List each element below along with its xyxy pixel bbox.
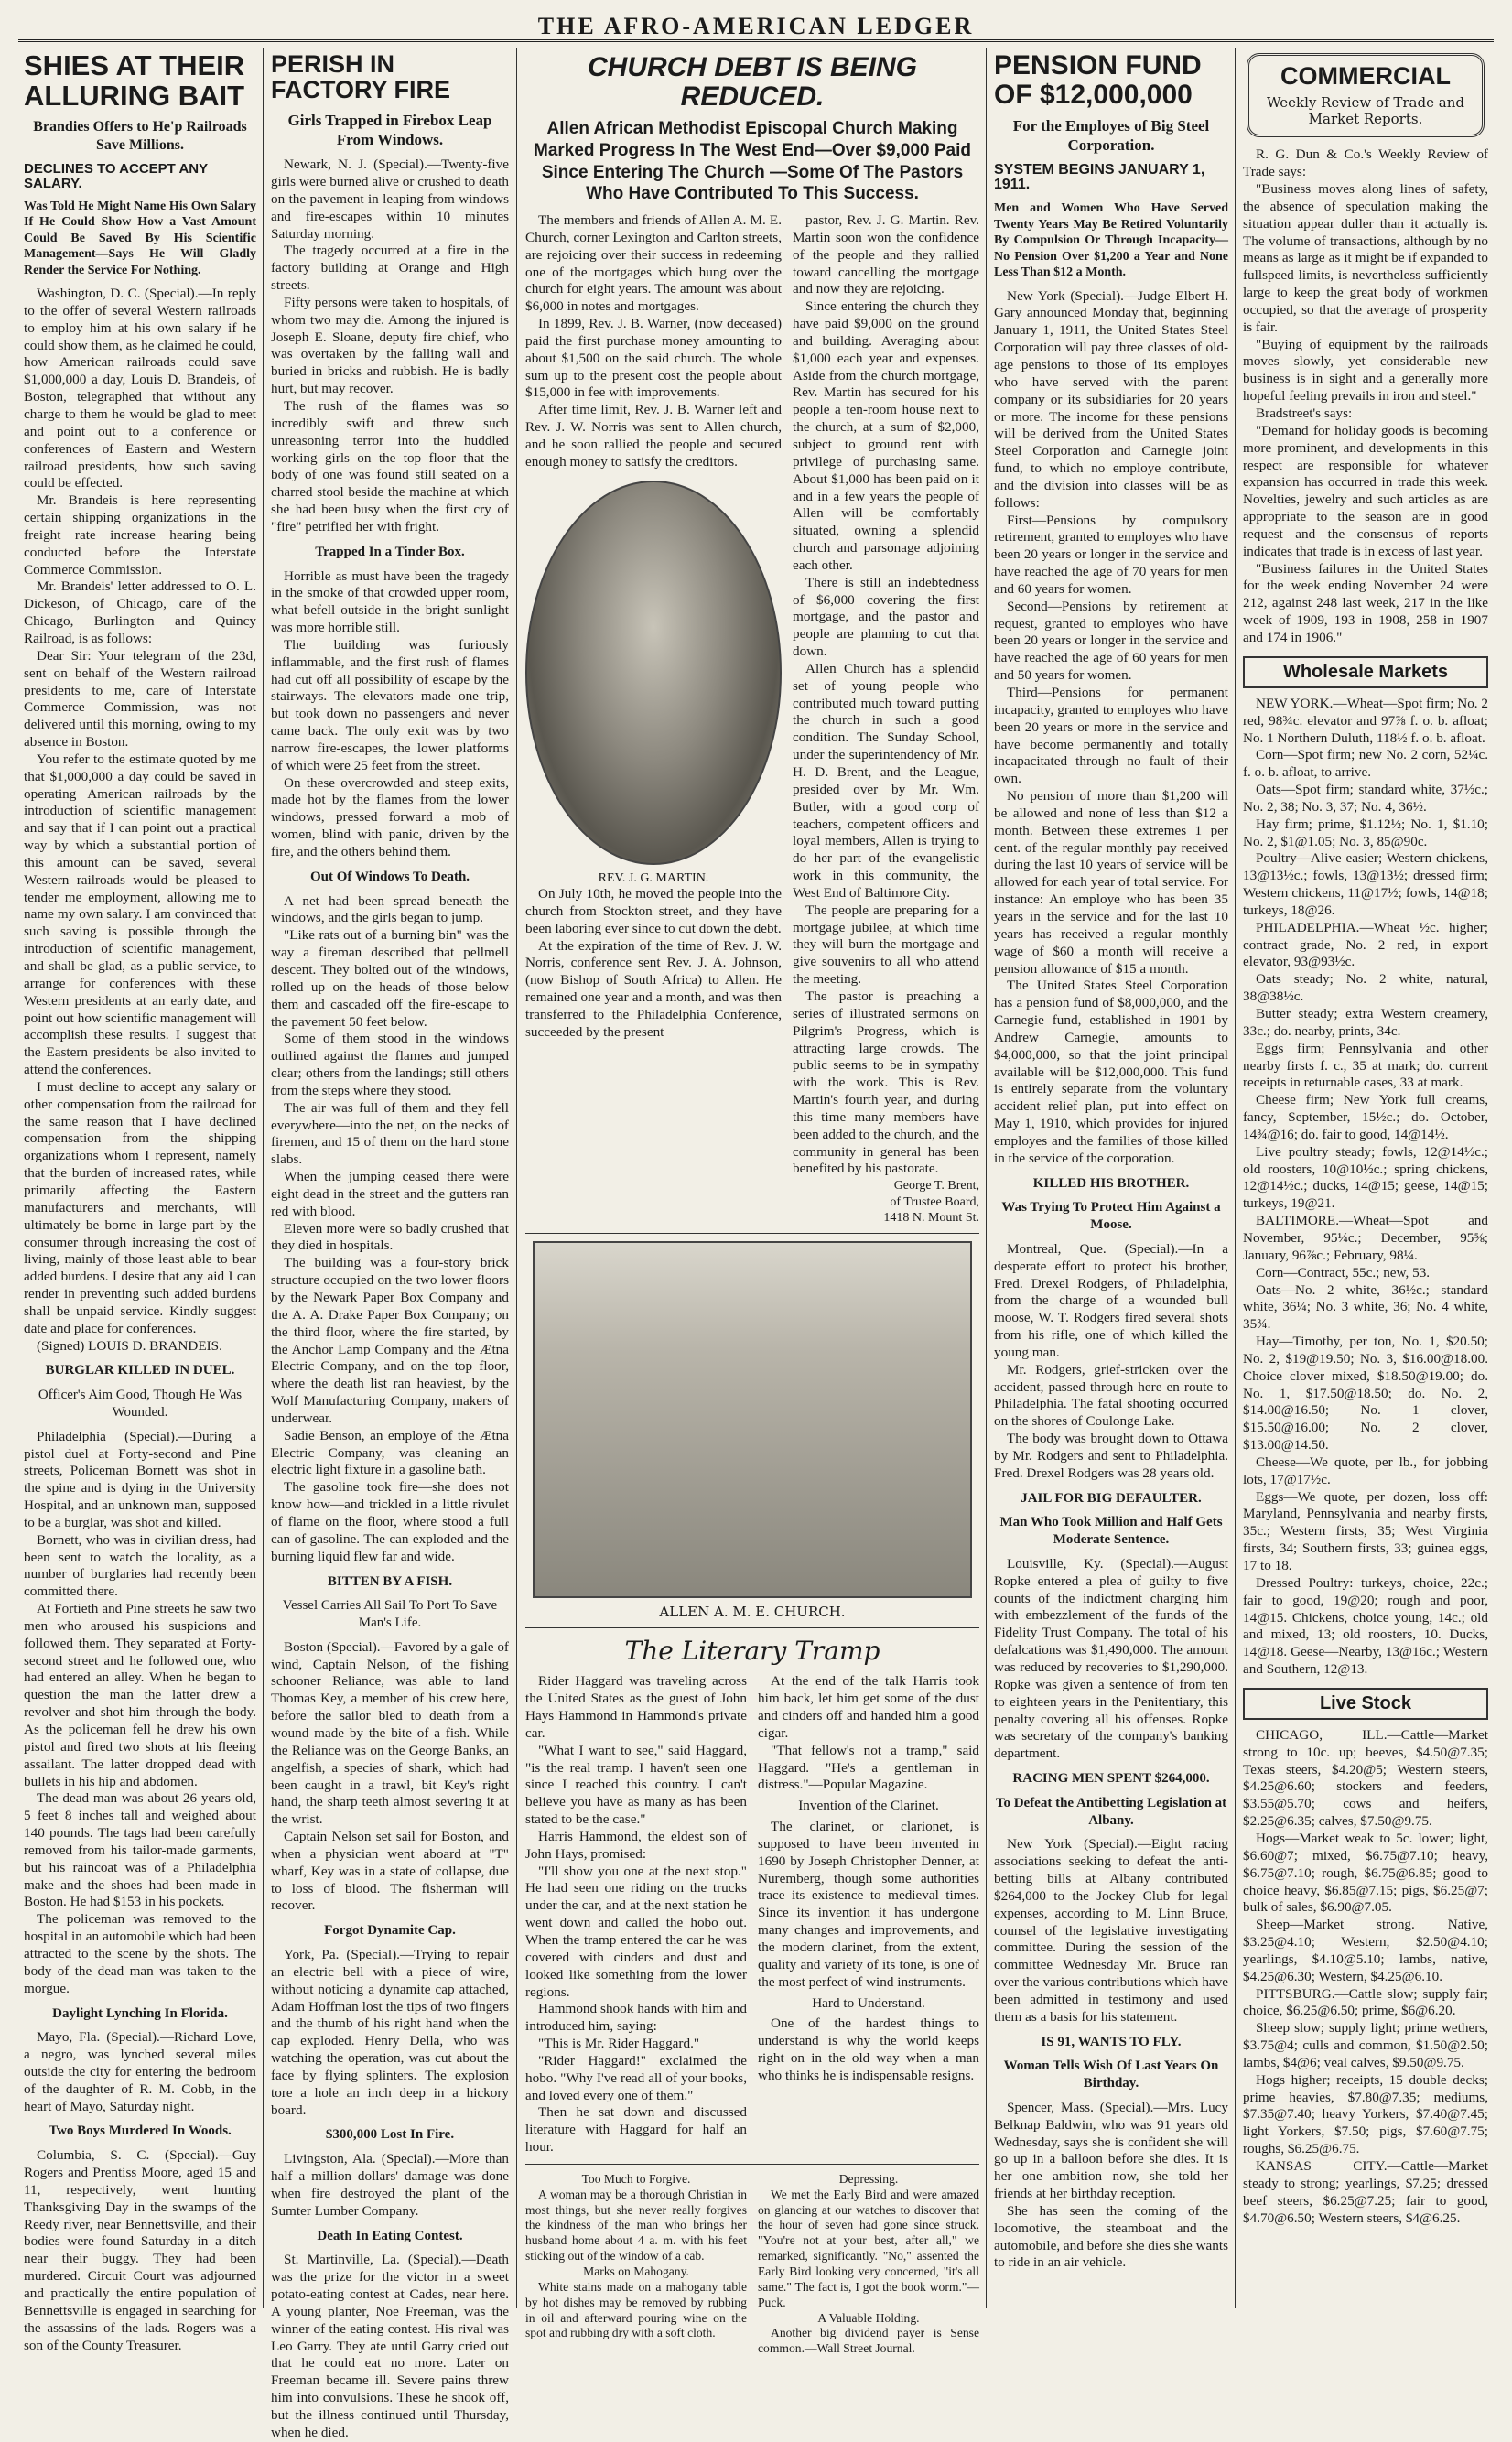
paragraph: Mr. Brandeis' letter addressed to O. L. Dickeson, of Chicago, care of the Chicago, Burlington and Quincy Railroad, is as follows:	[24, 578, 256, 646]
section-title: The Literary Tramp	[624, 1636, 880, 1667]
paragraph: First—Pensions by compulsory retirement, granted to employes who have been 20 years or longer in the service and have reached the age of 70 years for men and 60 years for women.	[994, 512, 1228, 597]
market-item: KANSAS CITY.—Cattle—Market steady to strong; yearlings, $7.25; dressed beef steers, $6.25@7.25; fair to good, $4.70@6.50; Western steers, $4@6.25.	[1243, 2158, 1488, 2226]
headline: SHIES AT THEIR ALLURING BAIT	[24, 49, 245, 112]
article-columns	[525, 1673, 979, 2156]
paragraph: pastor, Rev. J. G. Martin. Rev. Martin soon won the confidence of the people and they rallied toward cancelling the mortgage and now they are rejoicing.	[793, 212, 979, 297]
paragraph: Columbia, S. C. (Special).—Guy Rogers and Prentiss Moore, aged 15 and 11, respectively, went hunting Thanksgiving Day in the swamps of the Reedy river, near Bennettsville, and their bodies were found Saturday in a ditch near their buggy. They had been murdered. Circuit Court was adjourned and practically the entire population of Bennettsville is engaged in searching for the assassins of the lads. Rogers was a son of the County Treasurer.	[24, 2147, 256, 2353]
masthead	[18, 13, 1494, 42]
portrait-photo	[525, 481, 782, 865]
deck-head: SYSTEM BEGINS JANUARY 1, 1911.	[994, 161, 1205, 193]
article-body	[994, 1836, 1228, 2026]
deck-summary: Was Told He Might Name His Own Salary If He Could Show How a Vast Amount Could Be Saved By His Scientific Management—Says He Will Gladly Render the Service For Nothing.	[24, 199, 256, 277]
paragraph: Bradstreet's says:	[1256, 405, 1353, 421]
paragraph: The members and friends of Allen A. M. E. Church, corner Lexington and Carlton streets, are rejoicing over their success in redeeming one of the mortgages which hung over the church for eight years. The amount was about $6,000 in notes and mortgages.	[525, 212, 782, 315]
paragraph: The tragedy occurred at a fire in the factory building at Orange and High streets.	[271, 243, 509, 294]
article-body	[525, 212, 782, 1226]
paragraph: The building was a four-story brick structure occupied on the two lower floors by the Newark Paper Box Company and the A. A. Drake Paper Box Company; on the third floor, where the fire started, by the Anchor Lamp Company and the Ætna Electric Company, and on the top floor, where the death list ran heaviest, by the Wolf Manufacturing Company, makers of underwear.	[271, 1255, 509, 1426]
deck-summary: Allen African Methodist Episcopal Church Making Marked Progress In The West End—Over $9,000 Paid Since Entering The Church —Some Of The Pastors Who Have Contributed To This Success.	[534, 119, 971, 204]
signature	[793, 1178, 979, 1226]
column-2	[265, 48, 514, 2440]
paragraph: The air was full of them and they fell everywhere—into the net, on the necks of firemen, and 15 of them on the hard stone slabs.	[271, 1099, 509, 1168]
paragraph: "This is Mr. Rider Haggard."	[538, 2036, 700, 2052]
paragraph: The clarinet, or clarionet, is supposed to have been invented in 1690 by Joseph Christopher Denner, at Nuremberg, though some authorities trace its existence to medieval times. Since its invention it has undergone many changes and improvements, and the modern clarinet, from the extent, quality and variety of its tone, is one of the most perfect of wind instruments.	[758, 1819, 979, 1990]
subheadline: Brandies Offers to He'p Railroads Save Millions.	[33, 119, 247, 154]
paragraph: Spencer, Mass. (Special).—Mrs. Lucy Belknap Baldwin, who was 91 years old Wednesday, says she is confident she will go up in a balloon before she dies. It is her one ambition now, she told her friends at her birthday reception.	[994, 2099, 1228, 2202]
paragraph: York, Pa. (Special).—Trying to repair an electric bell with a piece of wire, without noticing a dynamite cap attached, Adam Hoffman lost the tips of two fingers and the thumb of his right hand when the cap exploded. Henry Della, who was watching the operation, was cut about the face by flying splinters. The explosion tore a hole an inch deep in a hickory board.	[271, 1947, 509, 2118]
paragraph: The people are preparing for a mortgage jubilee, at which time they will burn the mortgage and give souvenirs to all who attend the meeting.	[793, 902, 979, 988]
market-item: Hay—Timothy, per ton, No. 1, $20.50; No. 2, $19@19.50; No. 3, $16.00@18.00. Choice clover mixed, $18.50@19.00; do. No. 1, $17.50@18.50; do. No. 2, $14.00@16.50; No. 1 clover, $15.50@16.00; No. 2 clover, $13.00@14.50.	[1243, 1334, 1488, 1453]
market-item: Oats—No. 2 white, 36½c.; standard white, 36¼; No. 3 white, 36; No. 4 white, 35¾.	[1243, 1281, 1488, 1333]
paragraph: Dear Sir: Your telegram of the 23d, sent on behalf of the Western railroad presidents to me, care of Interstate Commerce Commission, was not delivered until this morning, owing to my absence in Boston.	[24, 647, 256, 751]
article-body	[271, 1639, 509, 2442]
paragraph: "Buying of equipment by the railroads moves slowly, yet considerable new business is in sight and a generally more hopeful feeling prevails in iron and steel."	[1243, 336, 1488, 405]
church-photo	[533, 1241, 972, 1598]
box-title: COMMERCIAL	[1280, 62, 1451, 90]
paragraph: Hammond shook hands with him and introduced him, saying:	[525, 2001, 747, 2035]
paragraph: The United States Steel Corporation has a pension fund of $8,000,000, and the Carnegie fund, established in 1901 by Andrew Carnegie, amounts to $4,000,000, so that the joint principal available will be $12,000,000. This fund is entirely separate from the voluntary accident relief plan, put into effect on May 1, 1910, which provides for injured employes and the families of those killed in the service of the corporation.	[994, 978, 1228, 1166]
section-head: Trapped In a Tinder Box.	[315, 544, 465, 559]
market-item: Cheese—We quote, per lb., for jobbing lots, 17@17½c.	[1243, 1453, 1488, 1487]
market-item: Eggs firm; Pennsylvania and other nearby firsts f. c., 35 at mark; do. current receipts in returnable cases, 33 at mark.	[1243, 1040, 1488, 1091]
paragraph: "That fellow's not a tramp," said Haggard. "He's a gentleman in distress."—Popular Magazine.	[758, 1742, 979, 1793]
section-head: $300,000 Lost In Fire.	[325, 2127, 455, 2143]
paragraph: Livingston, Ala. (Special).—More than half a million dollars' damage was done when fire destroyed the plant of the Sumter Lumber Company.	[271, 2151, 509, 2219]
paragraph: Since entering the church they have paid $9,000 on the ground and building. Averaging about $1,000 each year and expenses. Aside from the church mortgage, Rev. Martin has secured for his people a ten-room house next to the church, at a sum of $2,000, subject to ground rent with privilege of purchasing same. About $1,000 has been paid on it and in a few years the people of Allen will be comfortably situated, owning a splendid church and parsonage adjoining each other.	[793, 298, 979, 573]
paragraph: Newark, N. J. (Special).—Twenty-five girls were burned alive or crushed to death on the pavement in leaping from windows and fire-escapes within 10 minutes Saturday morning.	[271, 157, 509, 242]
paragraph: Mayo, Fla. (Special).—Richard Love, a negro, was lynched several miles outside the city for entering the bedroom of the daughter of R. M. Cobb, in the heart of Mayo, Saturday night.	[24, 2029, 256, 2114]
paragraph: Then he sat down and discussed literature with Haggard for half an hour.	[525, 2104, 747, 2156]
paragraph: Montreal, Que. (Special).—In a desperate effort to protect his brother, Fred. Drexel Rodgers, of Philadelphia, from the charge of a wounded bull moose, W. T. Rodgers fired several shots from his rifle, one of which killed the young man.	[994, 1240, 1228, 1360]
article-body	[525, 2172, 747, 2357]
paragraph: "Demand for holiday goods is becoming more prominent, and developments in this respect are responsible for whatever expansion has occurred in trade this week. Novelties, jewelry and such articles as are appropriate to the season are in good request and the consensus of reports indicates that trade is in excess of last year.	[1243, 422, 1488, 559]
paragraph: Second—Pensions by retirement at request, granted to employes who have been 20 years or longer in the service and have reached the age of 60 years for men and 50 years for women.	[994, 598, 1228, 684]
subheadline: Was Trying To Protect Him Against a Moose.	[1001, 1200, 1221, 1233]
paragraph: Rider Haggard was traveling across the United States as the guest of John Hays Hammond in Hammond's private car.	[525, 1673, 747, 1741]
market-report	[1243, 696, 1488, 1679]
paragraph: On these overcrowded and steep exits, made hot by the flames from the lower windows, pressed forward a mob of women, blind with panic, driven by the fire, and the others behind them.	[271, 774, 509, 859]
section-head: Forgot Dynamite Cap.	[324, 1923, 456, 1939]
column-rule	[516, 48, 517, 2308]
article-body	[793, 212, 979, 1226]
market-item: Live poultry steady; fowls, 12@14½c.; old roosters, 10@10½c.; spring chickens, 12@14½c.; ducks, 14@15; geese, 14@15; turkeys, 19@21.	[1243, 1143, 1488, 1212]
section-head: A Valuable Holding.	[817, 2310, 920, 2325]
deck-head: DECLINES TO ACCEPT ANY SALARY.	[24, 161, 208, 191]
paragraph: In 1899, Rev. J. B. Warner, (now deceased) paid the first purchase money amounting to about $1,500 on the said church. The whole sum up to the present cost the people about $15,000 in fee with improvements.	[525, 316, 782, 401]
paragraph: She has seen the coming of the locomotive, the steamboat and the automobile, and before she dies she wants to ride in an air vehicle.	[994, 2202, 1229, 2271]
paragraph: The gasoline took fire—she does not know how—and trickled in a little rivulet of flame on the floor, where stood a full can of gasoline. The can exploded and the burning liquid flew far and wide.	[271, 1479, 509, 1564]
market-item: Eggs—We quote, per dozen, loss off: Maryland, Pennsylvania and nearby firsts, 35c.; Western firsts, 35; West Virginia firsts, 34; Southern firsts, 33; guinea eggs, 17 to 18.	[1243, 1488, 1488, 1573]
section-header: Wholesale Markets	[1243, 656, 1488, 688]
paragraph: On July 10th, he moved the people into the church from Stockton street, and they have been laboring ever since to cut down the debt.	[525, 886, 782, 936]
article-body	[1243, 146, 1488, 646]
market-item: Cheese firm; New York full creams, fancy, September, 15½c.; do. October, 14¾@16; do. fair to good, 14@14½.	[1243, 1092, 1488, 1142]
paragraph: New York (Special).—Judge Elbert H. Gary announced Monday that, beginning January 1, 1911, the United States Steel Corporation will pay three classes of old-age pensions to those of its employes who have served with the parent company or its subsidiaries for 20 years or more. The income for these pensions will be derived from the United States Steel Corporation and Carnegie joint fund, to which no employe contribute, and the division into classes will be as follows:	[994, 287, 1228, 511]
paragraph: "Business moves along lines of safety, the absence of speculation making the situation appear duller than it actually is. The volume of transactions, although by no means as large as it might be if expanded to fullspeed limits, is nevertheless sufficiently large to keep the great body of workmen occupied, so that the average of prosperity is fair.	[1243, 181, 1488, 335]
headline: PERISH IN FACTORY FIRE	[271, 50, 451, 104]
deck-summary: Men and Women Who Have Served Twenty Years May Be Retired Voluntarily By Compulsion Or Through Incapacity—No Pension Over $1,200 a Year and None Less Than $12 a Month.	[994, 201, 1228, 280]
market-item: Butter steady; extra Western creamery, 33c.; do. nearby, prints, 34c.	[1243, 1006, 1488, 1039]
photo-caption: REV. J. G. MARTIN.	[598, 870, 709, 885]
paragraph: Captain Nelson set sail for Boston, and when a physician went aboard at "T" wharf, Key was in a state of collapse, due to loss of blood. The fisherman will recover.	[271, 1829, 509, 1914]
column-5	[1237, 48, 1494, 2308]
paragraph: New York (Special).—Eight racing associations seeking to defeat the anti-betting bills at Albany contributed $264,000 to the Jockey Club for legal expenses, according to M. Linn Bruce, counsel of the legislative investigating committee. During the session of the committee Wednesday Mr. Bruce ran over the various contributions which have been admitted in testimony and used them as a basis for his statement.	[994, 1836, 1228, 2025]
paragraph: Third—Pensions for permanent incapacity, granted to employes who have been 20 years or more in the service and have become permanently and totally incapacitated through no fault of their own.	[994, 685, 1228, 787]
article-body	[994, 1241, 1228, 1483]
paragraph: St. Martinville, La. (Special).—Death was the prize for the victor in a sweet potato-eating contest at Cades, near here. A young planter, Noe Freeman, was the winner of the eating contest. His rival was Leo Garry. They ate until Garry cried out that he could eat no more. Later on Freeman became ill. Severe pains threw him into convulsions. These he shook off, but the illness continued until Thursday, when he died.	[271, 2252, 509, 2440]
market-item: CHICAGO, ILL.—Cattle—Market strong to 10c. up; beeves, $4.50@7.35; Texas steers, $4.20@5; Western steers, $4.25@6.60; stockers and feeders, $3.55@5.70; cows and heifers, $2.25@6.35; calves, $7.50@9.75.	[1243, 1726, 1488, 1830]
headline: RACING MEN SPENT $264,000.	[1012, 1771, 1210, 1787]
paragraph: A net had been spread beneath the windows, and the girls began to jump.	[271, 892, 509, 926]
paragraph: The dead man was about 26 years old, 5 feet 8 inches tall and weighed about 140 pounds. The tags had been carefully removed from his tailor-made garments, but his raincoat was of a Philadelphia make and the shoes had been made in Boston. He had $153 in his pockets.	[24, 1790, 256, 1910]
article-body	[994, 2100, 1228, 2272]
headline: Daylight Lynching In Florida.	[52, 2005, 228, 2021]
column-rule	[263, 48, 264, 2308]
section-head: Too Much to Forgive.	[581, 2171, 691, 2186]
article-body	[994, 1556, 1228, 1763]
market-item: NEW YORK.—Wheat—Spot firm; No. 2 red, 98¾c. elevator and 97⅞ f. o. b. afloat; No. 1 Northern Duluth, 118½ f. o. b. afloat.	[1243, 695, 1488, 746]
paragraph: "I'll show you one at the next stop." He had seen one riding on the trucks under the car, and at the next station he went down and called the hobo out. When the tramp entered the car he was covered with cinders and dust and looked like something from the lower regions.	[525, 1863, 747, 2000]
subheadline: To Defeat the Antibetting Legislation at Albany.	[995, 1795, 1227, 1828]
article-body	[24, 1429, 256, 1998]
market-item: PITTSBURG.—Cattle slow; supply fair; choice, $6.25@6.50; prime, $6@6.20.	[1243, 1985, 1488, 2019]
paragraph: R. G. Dun & Co.'s Weekly Review of Trade says:	[1243, 146, 1488, 180]
paragraph: Eleven more were so badly crushed that they died in hospitals.	[271, 1220, 509, 1254]
column-rule	[986, 48, 987, 2308]
paragraph: White stains made on a mahogany table by hot dishes may be removed by rubbing in oil and afterward pouring wine on the spot and rubbing dry with a soft cloth.	[525, 2279, 747, 2340]
headline: JAIL FOR BIG DEFAULTER.	[1021, 1490, 1202, 1506]
section-head: Marks on Mahogany.	[583, 2264, 689, 2279]
paragraph: Mr. Rodgers, grief-stricken over the accident, passed through here en route to Philadelphia. The fatal shooting occurred on the shores of Coulonge Lake.	[994, 1361, 1228, 1430]
market-item: Oats—Spot firm; standard white, 37½c.; No. 2, 38; No. 3, 37; No. 4, 36½.	[1243, 782, 1488, 815]
article-body	[24, 2029, 256, 2115]
paragraph: The building was furiously inflammable, and the first rush of flames had cut off all possibility of escape by the stairways. The elevators made one trip, but took down no passengers and never came back. The only exit was by two narrow fire-escapes, the lower platforms of which were 25 feet from the street.	[271, 636, 509, 773]
paragraph: The policeman was removed to the hospital in an automobile which had been attracted to the scene by the shots. The body of the dead man was taken to the morgue.	[24, 1911, 256, 1996]
paragraph: Allen Church has a splendid set of young people who contributed much toward putting the church in such a good condition. The Sunday School, under the superintendency of Mr. H. D. Brent, and the League, presided over by Mr. Wm. Butler, with a good corp of teachers, competent officers and loyal members, Allen is trying to do her part of the evangelistic work in this community, the West End of Baltimore City.	[793, 660, 979, 901]
subheadline: Officer's Aim Good, Though He Was Wounded.	[38, 1388, 243, 1420]
headline: PENSION FUND OF $12,000,000	[994, 50, 1202, 110]
paragraph: At Fortieth and Pine streets he saw two men who aroused his suspicions and followed them. They separated at Forty-second street and he followed one, who had entered an alley. When he began to question the man the latter drew a revolver and shot him through the body. As the policeman fell he drew his own pistol and fired two shots at his fleeing assailant. The latter dropped dead with bullets in his hip and abdomen.	[24, 1601, 256, 1789]
paragraph: Fifty persons were taken to hospitals, of whom two may die. Among the injured is Joseph E. Sloane, deputy fire chief, who was overtaken by the falling wall and buried in bricks and rubbish. He is badly hurt, but may recover.	[271, 294, 509, 397]
paragraph: Harris Hammond, the eldest son of John Hays, promised:	[525, 1828, 747, 1862]
signature: (Signed) LOUIS D. BRANDEIS.	[37, 1337, 222, 1354]
column-4	[988, 48, 1234, 2308]
market-item: Poultry—Alive easier; Western chickens, 13@13½c.; fowls, 13@13½; dressed firm; Western chickens, 11@17½; fowls, 14@18; turkeys, 18@26.	[1243, 850, 1488, 918]
article-columns	[525, 2172, 979, 2357]
paragraph: "Rider Haggard!" exclaimed the hobo. "Why I've read all of your books, and loved every one of them."	[525, 2052, 747, 2103]
market-item: Oats steady; No. 2 white, natural, 38@38½c.	[1243, 971, 1488, 1005]
article-body	[994, 288, 1228, 1168]
paragraph: Washington, D. C. (Special).—In reply to the offer of several Western railroads to employ him at his own salary if he could show them, as he claimed he could, how American railroads could save $1,000,000 a day, Louis D. Brandeis, of Boston, telegraphed that without any charge to them he would be glad to meet and point out to a conference or conferences of Eastern and Western railroad presidents, how such saving could be effected.	[24, 286, 256, 492]
paragraph: Some of them stood in the windows outlined against the flames and jumped clear; others from the landings; still others from the steps where they stood.	[271, 1031, 509, 1098]
paragraph: No pension of more than $1,200 will be allowed and none of less than $12 a month. Between these extremes 1 per cent. of the regular monthly pay received during the last 10 years of service will be allowed for each year of total service. For instance: An employe who has been 35 years in the service and for the last 10 years has received a regular monthly wage of $60 a month will receive a pension allowance of $15 a month.	[994, 788, 1228, 977]
paragraph: Mr. Brandeis is here representing certain shipping organizations in the freight rate increase hearing being conducted before the Interstate Commerce Commission.	[24, 492, 256, 578]
paragraph: You refer to the estimate quoted by me that $1,000,000 a day could be saved in operating American railroads by the introduction of scientific management and say that if I can point out a practical way by which a substantial portion of this amount can be saved, several Western railroads would be pleased to tender me employment, allowing me to name my own salary. I am convinced that such saving is possible through the introduction of scientific management, and shall be glad, as a public service, to arrange for conferences with these Western presidents at an early date, and point out how scientific management will accomplish these results. I suggest that the Eastern presidents be also invited to attend the conferences.	[24, 751, 256, 1078]
paragraph: There is still an indebtedness of $6,000 covering the first mortgage, and the pastor and people are planning to cut that down.	[793, 574, 979, 660]
market-item: Hay firm; prime, $1.12½; No. 1, $1.10; No. 2, $1@1.05; No. 3, 85@90c.	[1243, 816, 1488, 849]
paragraph: Louisville, Ky. (Special).—August Ropke entered a plea of guilty to five counts of the indictment charging him with embezzlement of the funds of the Fidelity Trust Company. The total of his defalcations was $1,490,000. The amount was reduced by recoveries to $1,290,000. Ropke was given a sentence of from ten to eighteen years in the Penitentiary, this penalty covering all his offenses. Ropke was secretary of the company's banking department.	[994, 1555, 1228, 1762]
column-3	[520, 48, 985, 2356]
subheadline: For the Employes of Big Steel Corporation.	[1012, 117, 1210, 155]
market-item: BALTIMORE.—Wheat—Spot and November, 95¼c.; December, 95⅝; January, 96⅞c.; February, 98¼.	[1243, 1213, 1488, 1263]
market-item: Hogs higher; receipts, 15 double decks; prime heavies, $7.80@7.35; mediums, $7.35@7.40; heavy Yorkers, $7.40@7.45; light Yorkers, $7.50; pigs, $7.60@7.75; roughs, $6.25@6.75.	[1243, 2071, 1488, 2157]
market-item: Sheep—Market strong. Native, $3.25@4.10; Western, $2.50@4.10; yearlings, $4.10@5.10; lambs, native, $4.25@6.30; Western, $4.25@6.10.	[1243, 1917, 1488, 1984]
paragraph: "Like rats out of a burning bin" was the way a fireman described that pellmell descent. They bolted out of the windows, rolled up on the heads of those below them and cascaded off the fire-escape to the pavement 50 feet below.	[271, 927, 509, 1030]
headline: CHURCH DEBT IS BEING REDUCED.	[587, 52, 917, 112]
paragraph: Sadie Benson, an employe of the Ætna Electric Company, was cleaning an electric light fixture in a gasoline bath.	[271, 1427, 509, 1478]
paragraph: I must decline to accept any salary or other compensation from the railroad for the same reason that I have declined compensation from the shipping organizations whom I represent, namely that the burden of increased rates, while primarily affecting the Eastern manufacturers and merchants, will ultimately be borne in large part by the consumer through increasing the cost of living, mainly of those least able to bear added burdens. I desire that any aid I can render in preventing such added burdens shall be unpaid service. Kindly suggest date and place for conferences.	[24, 1078, 256, 1336]
headline: KILLED HIS BROTHER.	[1032, 1175, 1190, 1191]
article-body	[271, 157, 509, 1565]
subheadline: Man Who Took Million and Half Gets Moderate Sentence.	[999, 1515, 1223, 1548]
paragraph: After time limit, Rev. J. B. Warner left and Rev. J. W. Norris was sent to Allen church, and he soon rallied the people and secured enough money to satisfy the creditors.	[525, 402, 782, 470]
section-header: Live Stock	[1243, 1688, 1488, 1720]
paragraph: Bornett, who was in civilian dress, had been sent to watch the locality, as a number of burglaries had recently been committed there.	[24, 1531, 256, 1600]
article-body	[758, 2172, 979, 2357]
section-head: Depressing.	[838, 2171, 899, 2186]
photo-caption: ALLEN A. M. E. CHURCH.	[659, 1604, 846, 1621]
market-item: PHILADELPHIA.—Wheat ½c. higher; contract grade, No. 2 red, in export elevator, 93@93½c.	[1243, 919, 1488, 970]
signature-line: 1418 N. Mount St.	[883, 1210, 979, 1225]
subheadline: Vessel Carries All Sail To Port To Save Man's Life.	[282, 1598, 498, 1630]
section-head: Invention of the Clarinet.	[798, 1798, 939, 1814]
masthead-title: THE AFRO-AMERICAN LEDGER	[537, 13, 975, 39]
paragraph: Philadelphia (Special).—During a pistol duel at Forty-second and Pine streets, Policeman Bornett was shot in the spine and is dying in the University Hospital, and an unknown man, supposed to be a burglar, was shot and killed.	[24, 1428, 256, 1530]
paragraph: The body was brought down to Ottawa by Mr. Rodgers and sent to Philadelphia. Fred. Drexel Rodgers was 28 years old.	[994, 1431, 1228, 1481]
section-head: Out Of Windows To Death.	[309, 869, 470, 884]
column-1	[18, 48, 262, 2353]
paragraph: Horrible as must have been the tragedy in the smoke of that crowded upper room, what befell outside in the bright sunlight was more horrible still.	[271, 567, 509, 636]
paragraph: Another big dividend payer is Sense common.—Wall Street Journal.	[758, 2326, 979, 2356]
paragraph: A woman may be a thorough Christian in most things, but she never really forgives the kindness of the man who brings her husband home about 4 a. m. with his feet sticking out of the window of a cab.	[525, 2187, 747, 2264]
box-subtitle: Weekly Review of Trade and Market Reports.	[1267, 94, 1464, 128]
paragraph: One of the hardest things to understand is why the world keeps right on in the old way when a man who thinks he is indispensable resigns.	[758, 2015, 979, 2083]
market-item: Sheep slow; supply light; prime wethers, $3.75@4; culls and common, $1.50@2.50; lambs, $4@6; veal calves, $9.50@9.75.	[1243, 2020, 1488, 2070]
article-body	[24, 2147, 256, 2354]
headline: Two Boys Murdered In Woods.	[49, 2123, 232, 2139]
paragraph: The rush of the flames was so incredibly swift and threw such unreasoning terror into the huddled working girls on the top floor that the body of one was found still seated on a charred stool beside the machine at which she had been busy when the first cry of "fire" petrified her with fright.	[271, 398, 509, 535]
market-item: Corn—Contract, 55c.; new, 53.	[1256, 1264, 1431, 1280]
paragraph: "What I want to see," said Haggard, "is the real tramp. I haven't seen one since I reached this country. I can't believe you have as many as has been stated to be the case."	[525, 1742, 747, 1828]
paragraph: At the end of the talk Harris took him back, let him get some of the dust and cinders off and handed him a good cigar.	[758, 1673, 979, 1741]
subheadline: Woman Tells Wish Of Last Years On Birthday.	[1003, 2058, 1219, 2091]
article-body	[525, 1673, 747, 2156]
market-item: Hogs—Market weak to 5c. lower; light, $6.60@7; mixed, $6.75@7.10; heavy, $6.75@7.10; rough, $6.75@6.85; good to choice heavy, $6.85@7.15; pigs, $6.25@7; bulk of sales, $6.90@7.05.	[1243, 1830, 1488, 1916]
section-head: Death In Eating Contest.	[317, 2228, 463, 2243]
paragraph: We met the Early Bird and were amazed on glancing at our watches to discover that the hour of seven had gone since struck. "You're not at your best, after all," we remarked, significantly. "No," assented the Early Bird looking very concerned, "it's all same." The fact is, I got the book worm."—Puck.	[758, 2187, 979, 2309]
market-report	[1243, 1727, 1488, 2227]
signature-line: George T. Brent,	[893, 1179, 979, 1194]
article-columns	[525, 212, 979, 1226]
paragraph: At the expiration of the time of Rev. J. W. Norris, conference sent Rev. J. A. Johnson, (now Bishop of South Africa) to Allen. He remained one year and a month, and was then transferred to the Philadelphia Conference, succeeded by the present	[525, 937, 782, 1040]
market-item: Corn—Spot firm; new No. 2 corn, 52¼c. f. o. b. afloat, to arrive.	[1243, 747, 1488, 781]
article-body	[758, 1673, 979, 2156]
headline: IS 91, WANTS TO FLY.	[1041, 2034, 1182, 2049]
paragraph: When the jumping ceased there were eight dead in the street and the gutters ran red with blood.	[271, 1169, 509, 1219]
paragraph: "Business failures in the United States for the week ending November 24 were 212, against 248 last week, 217 in the like week of 1909, 193 in 1908, 258 in 1907 and 174 in 1906."	[1243, 560, 1488, 645]
section-head: Hard to Understand.	[812, 1994, 925, 2011]
column-rule	[1235, 48, 1236, 2308]
signature-line: of Trustee Board,	[890, 1194, 979, 1209]
paragraph: The pastor is preaching a series of illustrated sermons on Pilgrim's Progress, which is attracting large crowds. The public seems to be in sympathy with the work. This is Rev. Martin's fourth year, and during this time many members have been added to the church, and the community in general has been benefited by his pastorate.	[793, 988, 979, 1177]
commercial-box	[1247, 53, 1485, 137]
headline: BITTEN BY A FISH.	[327, 1573, 453, 1589]
paragraph: Boston (Special).—Favored by a gale of wind, Captain Nelson, of the fishing schooner Reliance, was able to land Thomas Key, a member of his crew here, before the sailor bled to death from a wound made by the bite of a fish. While the Reliance was on the George Banks, an angelfish, a species of shark, which had been caught in a trawl, bit Key's right hand, the sharp teeth almost severing it at the wrist.	[271, 1638, 509, 1828]
market-item: Dressed Poultry: turkeys, choice, 22c.; fair to good, 19@20; rough and poor, 14@15. Chickens, choice young, 14c.; old and mixed, 13; old roosters, 10. Ducks, 14@18. Geese—Nearby, 13@16c.; Western and Southern, 12@13.	[1243, 1574, 1488, 1678]
article-body	[24, 286, 256, 1355]
headline: BURGLAR KILLED IN DUEL.	[45, 1363, 235, 1378]
subheadline: Girls Trapped in Firebox Leap From Windows.	[287, 111, 492, 148]
